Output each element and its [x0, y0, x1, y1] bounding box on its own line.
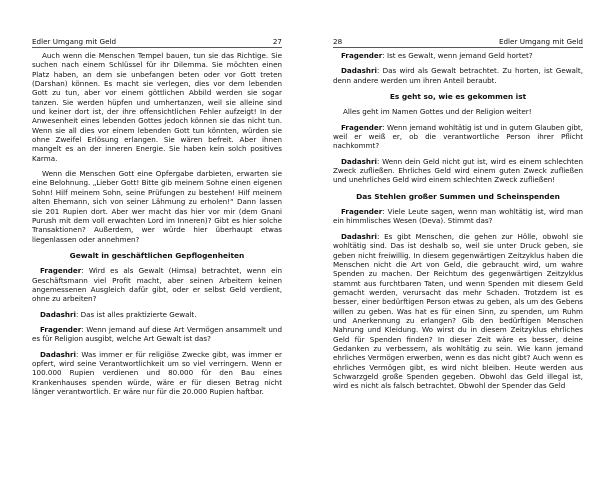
right-page-body — [333, 48, 583, 391]
section-heading: Das Stehlen großer Summen und Scheinspenden — [356, 191, 560, 201]
question-paragraph — [32, 266, 282, 303]
answer-paragraph — [32, 350, 282, 397]
speaker-label: Fragender — [40, 324, 82, 334]
speaker-label: Dadashri — [341, 231, 377, 241]
speech-text: : Wenn jemand auf diese Art Vermögen ansammelt und es für Religion ausgibt, welche Art Gewalt ist das? — [32, 324, 282, 344]
paragraph: Auch wenn die Menschen Tempel bauen, tun sie das Richtige. Sie suchen nach einem Schlüssel für ihr Dilemma. Sie möchten einen Platz haben, an dem sie unbefangen beten oder vor Gott treten (Darshan) können. Es macht sie verlegen, dies vor dem lebenden Gott zu tun, aber vor einem göttlichen Abbild werden sie sogar tanzen. Sie werden hüpfen und umhertanzen, weil sie alleine sind und keiner dort ist, der ihre offensichtlichen Fehler aufzeigt! In der Anwesenheit eines lebenden Gottes jedoch können sie das nicht tun. Wenn sie all dies vor einem lebenden Gott tun könnten, würden sie ohne Zweifel Erlösung erlangen. Sie wären befreit. Aber ihnen mangelt es an der inneren Energie. Sie haben kein solch positives Karma. — [32, 51, 282, 163]
right-page-header — [333, 30, 583, 48]
paragraph: Wenn die Menschen Gott eine Opfergabe darbieten, erwarten sie eine Belohnung. „Lieber Gott! Bitte gib meinem Sohne einen eigenen Sohn! Hilf meinem Sohn, seine Prüfungen zu bestehen! Hilf meinem alten Ehemann, sich von seiner Lähmung zu erholen!“ Dann lassen sie 201 Rupien dort. Aber wer macht das hier vor mir (dem Gnani Purush mit dem voll erwachten Lord im Inneren)? Gibt es hier solche Transaktionen? Außerdem, wer würde hier überhaupt etwas liegenlassen oder annehmen? — [32, 169, 282, 244]
answer-paragraph — [333, 66, 583, 85]
speech-text: : Was immer er für religiöse Zwecke gibt, was immer er opfert, wird seine Verantwortlichkeit um so viel verringern. Wenn er 100.000 Rupien verdienen und 80.000 für den Bau eines Krankenhauses spenden würde, wäre er für diesen Betrag nicht länger verantwortlich. Er wäre nur für die 20.000 Rupien haftbar. — [32, 349, 282, 396]
left-page — [32, 0, 282, 485]
section-heading: Es geht so, wie es gekommen ist — [389, 92, 527, 102]
left-header-title: Edler Umgang mit Geld — [32, 37, 117, 46]
speaker-label: Dadashri — [40, 309, 76, 319]
right-header-title: Edler Umgang mit Geld — [498, 37, 583, 46]
speaker-label: Fragender — [40, 266, 82, 276]
left-page-number: 27 — [272, 37, 282, 46]
speech-text: : Wenn jemand wohltätig ist und in gutem Glauben gibt, weil er weiß er, ob die verantwortliche Person ihrer Pflicht nachkommt? — [333, 122, 583, 151]
speech-text: : Viele Leute sagen, wenn man wohltätig ist, wird man ein himmlisches Wesen (Deva). Stimmt das? — [333, 207, 583, 226]
left-page-header — [32, 30, 282, 48]
question-paragraph — [333, 51, 583, 60]
right-page — [333, 0, 583, 485]
section-heading: Gewalt in geschäftlichen Gepflogenheiten — [69, 250, 245, 260]
speech-text: : Ist es Gewalt, wenn jemand Geld hortet? — [382, 51, 533, 60]
left-page-body — [32, 48, 282, 396]
speech-text: : Wird es als Gewalt (Himsa) betrachtet, wenn ein Geschäftsmann viel Profit macht, aber seinen Arbeitern keinen angemessenen Ausgleich dafür gibt, oder er selbst Geld verdient, ohne zu arbeiten? — [32, 266, 282, 304]
speaker-label: Fragender — [341, 207, 383, 217]
right-page-number: 28 — [333, 37, 343, 46]
speaker-label: Dadashri — [341, 156, 377, 166]
question-paragraph — [333, 207, 583, 226]
speaker-label: Dadashri — [341, 66, 377, 76]
speech-text: : Das wird als Gewalt betrachtet. Zu horten, ist Gewalt, denn andere werden um ihren Anteil beraubt. — [333, 66, 583, 85]
question-paragraph — [32, 325, 282, 344]
speech-text: : Wenn dein Geld nicht gut ist, wird es einem schlechten Zweck zufließen. Ehrliches Geld wird einem guten Zweck zufließen und unehrliches Geld wird einem schlechten Zweck zufließen! — [333, 156, 583, 185]
speech-text: : Das ist alles praktizierte Gewalt. — [75, 309, 197, 319]
paragraph: Alles geht im Namen Gottes und der Religion weiter! — [343, 107, 532, 117]
speaker-label: Dadashri — [40, 349, 76, 359]
answer-paragraph — [32, 310, 282, 319]
speaker-label: Fragender — [341, 122, 383, 132]
answer-paragraph — [333, 157, 583, 185]
speech-text: : Es gibt Menschen, die gehen zur Hölle, obwohl sie wohltätig sind. Das ist deshalb so, weil sie unter Druck geben, sie geben nicht freiwillig. In diesem gegenwärtigen Zeitzyklus haben die Menschen nicht die Art von Geld, die gebraucht wird, um wahre Spenden zu machen. Der Reichtum des gegenwärtigen Zeitzyklus stammt aus furchtbaren Taten, und wenn Spenden mit diesem Geld gemacht werden, verursacht das mehr Schaden. Trotzdem ist es besser, einer bedürftigen Person etwas zu geben, als um des Gebens willen zu geben. Was hat es für einen Sinn, zu spenden, um Ruhm und Anerkennung zu erlangen? Gib den bedürftigen Menschen Nahrung und Kleidung. Wo wirst du in diesem Zeitzyklus ehrliches Geld für Spenden finden? In dieser Zeit wäre es besser, deine Gedanken zu verbessern, als wohltätig zu sein. Wie kann jemand ehrliches Vermögen erwerben, wenn es das nicht gibt? Auch wenn es ehrliches Vermögen gibt, es wird nicht bleiben. Heute werden aus Schwarzgeld große Spenden gegeben. Obwohl das Geld illegal ist, wird es nicht als falsch betrachtet. Obwohl der Spender das Geld — [333, 231, 583, 391]
answer-paragraph — [333, 232, 583, 391]
speaker-label: Fragender — [341, 51, 383, 60]
question-paragraph — [333, 123, 583, 151]
